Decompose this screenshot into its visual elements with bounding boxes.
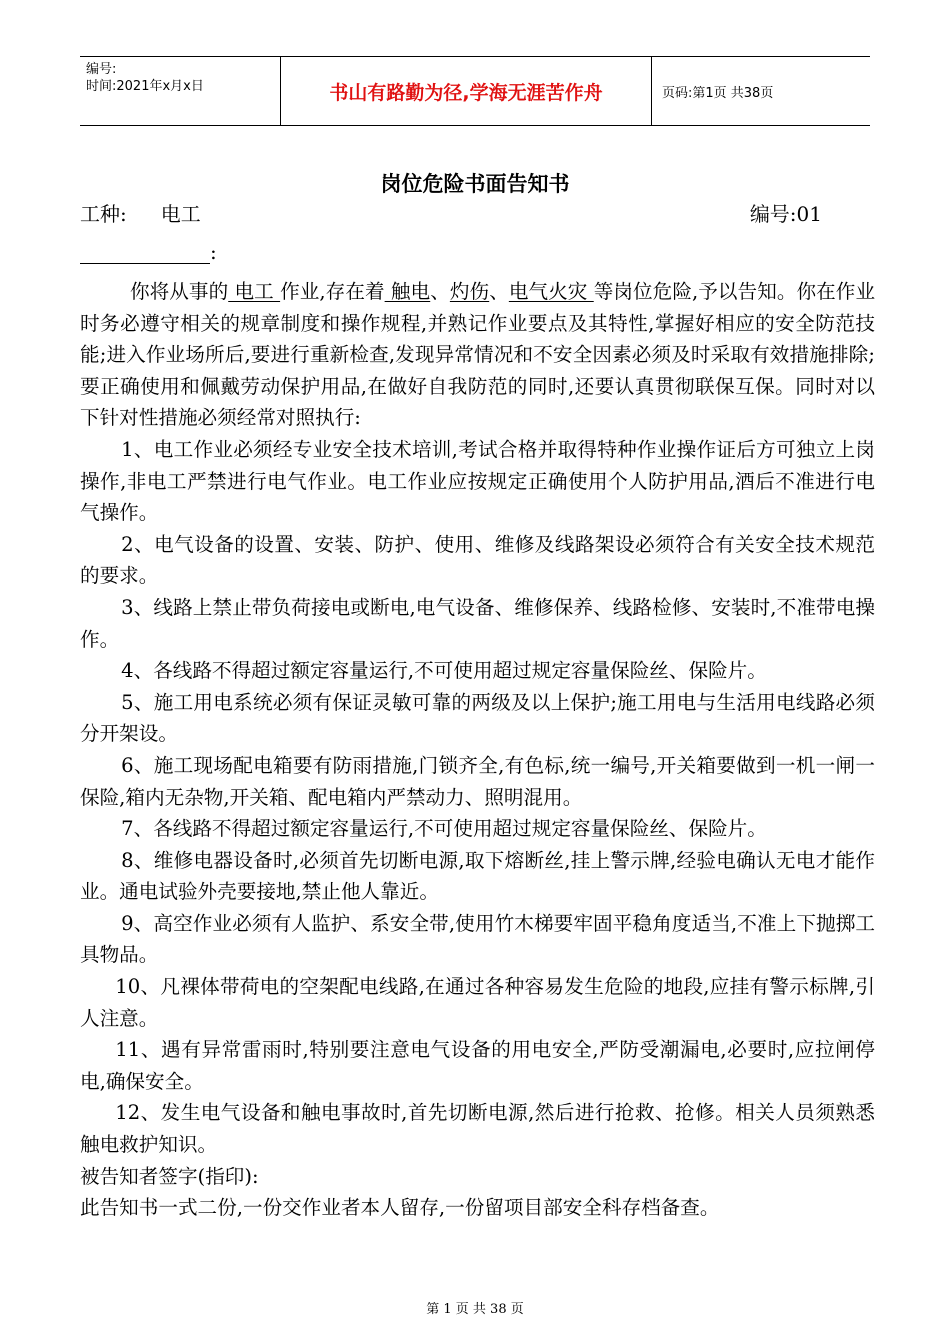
- serial-number: 编号:01: [749, 202, 822, 226]
- rule-item: 4、各线路不得超过额定容量运行,不可使用超过规定容量保险丝、保险片。: [121, 659, 767, 683]
- job-row: [80, 198, 870, 228]
- number-label: 编号:: [86, 62, 117, 77]
- intro-text: 等岗位危险,予以告知。你在作业时务必遵守相关的规章制度和操作规程,并熟记作业要点及其特性,掌握好相应的安全防范技能;进入作业场所后,要进行重新检查,发现异常情况和不安全因素必须及时采取有效措施排除;要正确使用和佩戴劳动保护用品,在做好自我防范的同时,还要认真贯彻联保互保。同时对以下针对性措施必须经常对照执行:: [80, 280, 876, 430]
- rule-item: 5、施工用电系统必须有保证灵敏可靠的两级及以上保护;施工用电与生活用电线路必须分开架设。: [80, 690, 875, 746]
- header-motto: 书山有路勤为径,学海无涯苦作舟: [280, 57, 652, 125]
- document-body: [80, 276, 875, 1224]
- rule-item: 1、电工作业必须经专业安全技术培训,考试合格并取得特种作业操作证后方可独立上岗操作,非电工严禁进行电气作业。电工作业应按规定正确使用个人防护用品,酒后不准进行电气操作。: [80, 437, 875, 525]
- rule-item: 11、遇有异常雷雨时,特别要注意电气设备的用电安全,严防受潮漏电,必要时,应拉闸停电,确保安全。: [80, 1038, 875, 1093]
- job-label: 工种:: [80, 202, 127, 226]
- header-page-code: 页码:第1页 共38页: [662, 85, 774, 101]
- recipient-line: [80, 240, 217, 264]
- rule-item: 3、线路上禁止带负荷接电或断电,电气设备、维修保养、线路检修、安装时,不准带电操作。: [80, 595, 875, 651]
- header-meta: [80, 57, 280, 125]
- document-title: 岗位危险书面告知书: [380, 172, 570, 196]
- intro-text: 你将从事的: [129, 280, 229, 303]
- rule-item: 12、发生电气设备和触电事故时,首先切断电源,然后进行抢救、抢修。相关人员须熟悉触电救护知识。: [80, 1101, 875, 1157]
- rule-item: 7、各线路不得超过额定容量运行,不可使用超过规定容量保险丝、保险片。: [121, 817, 767, 841]
- intro-paragraph: [80, 276, 875, 434]
- recipient-colon: :: [210, 240, 217, 264]
- intro-text: 作业,存在着: [280, 280, 385, 303]
- rule-item: 10、凡裸体带荷电的空架配电线路,在通过各种容易发生危险的地段,应挂有警示标牌,引人注意。: [80, 975, 875, 1030]
- job-type: [80, 198, 201, 228]
- hazard-burn: 灼伤: [449, 280, 490, 303]
- page-footer: 第 1 页 共 38 页: [426, 1302, 524, 1317]
- rule-item: 9、高空作业必须有人监护、系安全带,使用竹木梯要牢固平稳角度适当,不准上下抛掷工具物品。: [80, 911, 875, 967]
- rule-item: 6、施工现场配电箱要有防雨措施,门锁齐全,有色标,统一编号,开关箱要做到一机一闸一保险,箱内无杂物,开关箱、配电箱内严禁动力、照明混用。: [80, 753, 875, 809]
- intro-job: 电工: [228, 280, 281, 303]
- job-value: 电工: [160, 202, 201, 226]
- intro-separator: 、: [489, 280, 509, 303]
- recipient-blank: [80, 243, 210, 264]
- signature-line: 被告知者签字(指印):: [80, 1164, 259, 1188]
- page-header: [80, 56, 870, 126]
- rule-item: 8、维修电器设备时,必须首先切断电源,取下熔断丝,挂上警示牌,经验电确认无电才能作业。通电试验外壳要接地,禁止他人靠近。: [80, 848, 875, 904]
- hazard-electrical-fire: 电气火灾: [508, 280, 594, 303]
- time-label: 时间:2021年x月x日: [86, 79, 204, 94]
- rule-item: 2、电气设备的设置、安装、防护、使用、维修及线路架设必须符合有关安全技术规范的要求。: [80, 532, 875, 588]
- intro-separator: 、: [430, 280, 450, 303]
- closing-note: 此告知书一式二份,一份交作业者本人留存,一份留项目部安全科存档备查。: [80, 1196, 720, 1220]
- hazard-electric-shock: 触电: [384, 280, 431, 303]
